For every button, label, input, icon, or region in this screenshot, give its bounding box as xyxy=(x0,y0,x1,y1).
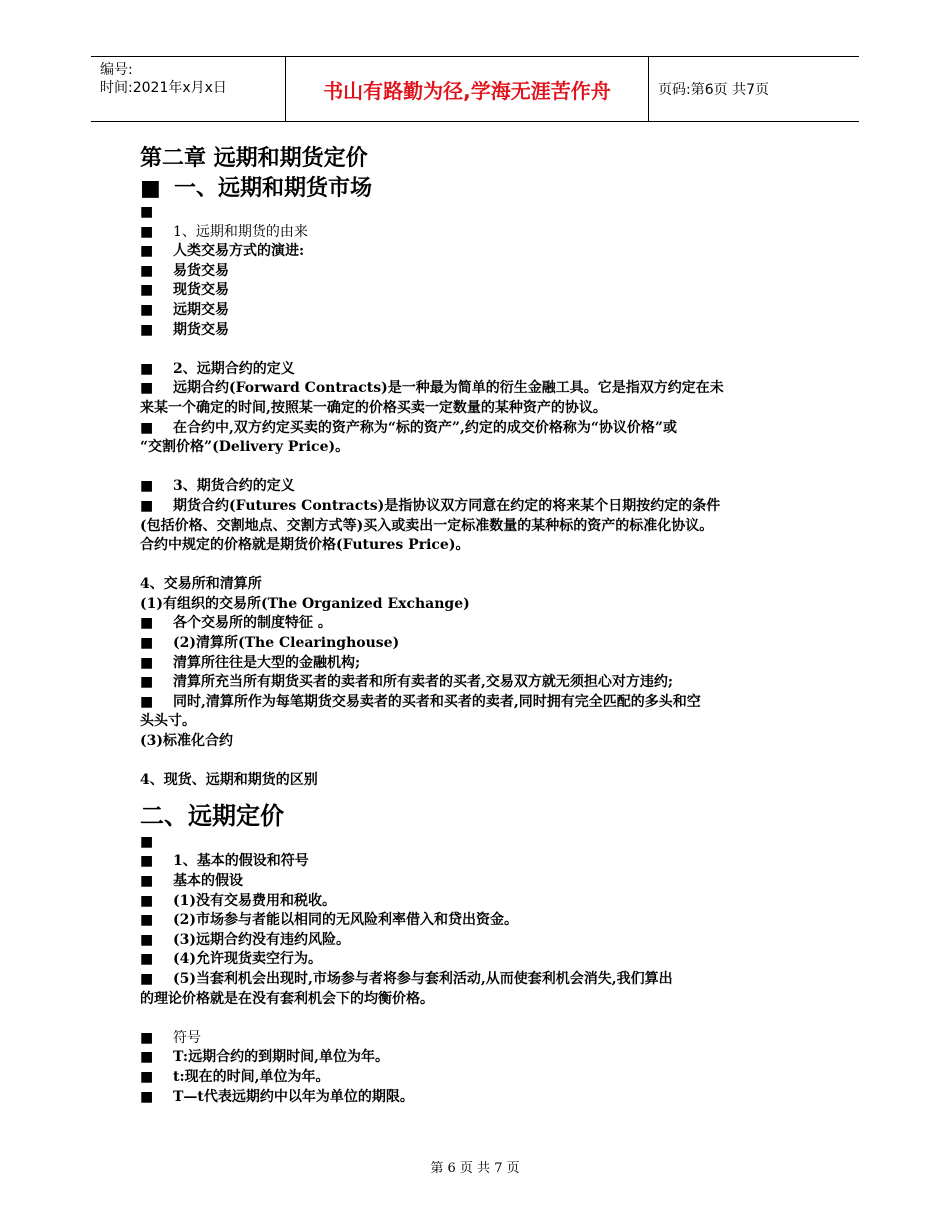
text-line xyxy=(140,301,820,321)
section-title-2: 二、远期定价 xyxy=(140,800,284,830)
line-text: 合约中规定的价格就是期货价格(Futures Price)。 xyxy=(140,537,470,554)
page-info: 页码:第6页 共7页 xyxy=(658,82,769,98)
bullet-icon: ■ xyxy=(140,497,154,514)
line-text: (3)标准化合约 xyxy=(140,733,233,750)
line-text: 人类交易方式的演进: xyxy=(173,243,305,260)
line-text: 2、远期合约的定义 xyxy=(173,360,295,377)
line-text: 现货交易 xyxy=(173,282,229,299)
text-line xyxy=(140,712,820,732)
text-line xyxy=(140,419,820,439)
bullet-icon: ■ xyxy=(140,1049,154,1066)
text-line xyxy=(140,575,820,595)
text-line xyxy=(140,970,820,990)
line-text: 清算所充当所有期货买者的卖者和所有卖者的买者,交易双方就无须担心对方违约; xyxy=(173,674,674,691)
time-label: 时间:2021年x月x日 xyxy=(100,80,227,96)
line-text: 1、基本的假设和符号 xyxy=(173,853,309,870)
bullet-icon: ■ xyxy=(140,380,154,397)
section-title-1-text: 一、远期和期货市场 xyxy=(174,175,373,201)
text-line xyxy=(140,833,820,853)
line-text: 期货交易 xyxy=(173,321,229,338)
bullet-icon: ■ xyxy=(140,912,154,929)
section-title-1 xyxy=(140,173,820,203)
text-line xyxy=(140,281,820,301)
text-line xyxy=(140,262,820,282)
text-line xyxy=(140,614,820,634)
bullet-icon: ■ xyxy=(140,674,154,691)
line-text: t:现在的时间,单位为年。 xyxy=(173,1068,330,1085)
bullet-icon: ■ xyxy=(140,615,154,632)
line-text: (3)远期合约没有违约风险。 xyxy=(173,931,350,948)
text-line xyxy=(140,990,820,1010)
blank-line xyxy=(140,458,820,478)
bullet-icon: ■ xyxy=(140,360,154,377)
text-line xyxy=(140,1068,820,1088)
bullet-icon: ■ xyxy=(140,693,154,710)
line-text: 基本的假设 xyxy=(173,873,243,889)
line-text: (1)没有交易费用和税收。 xyxy=(173,892,336,909)
text-line xyxy=(140,1048,820,1068)
motto: 书山有路勤为径,学海无涯苦作舟 xyxy=(286,57,649,121)
text-line xyxy=(140,911,820,931)
page-footer: 第 6 页 共 7 页 xyxy=(430,1161,520,1176)
bullet-icon: ■ xyxy=(140,419,154,436)
line-text: 4、现货、远期和期货的区别 xyxy=(140,772,318,789)
bullet-icon: ■ xyxy=(140,873,154,889)
line-text: 远期合约(Forward Contracts)是一种最为简单的衍生金融工具。它是指双方约定在未 xyxy=(173,380,724,397)
bullet-icon: ■ xyxy=(140,970,154,987)
blank-line xyxy=(140,1009,820,1029)
text-line xyxy=(140,693,820,713)
bullet-icon: ■ xyxy=(140,282,154,299)
bullet-icon: ■ xyxy=(140,1029,154,1046)
line-text: (包括价格、交割地点、交割方式等)买入或卖出一定标准数量的某种标的资产的标准化协议。 xyxy=(140,517,714,534)
text-line xyxy=(140,203,820,223)
line-text: 期货合约(Futures Contracts)是指协议双方同意在约定的将来某个日期按约定的条件 xyxy=(173,497,721,514)
line-text: 同时,清算所作为每笔期货交易卖者的买者和买者的卖者,同时拥有完全匹配的多头和空 xyxy=(173,693,701,710)
chapter-title: 第二章 远期和期货定价 xyxy=(140,145,368,171)
bullet-icon: ■ xyxy=(140,321,154,338)
text-line xyxy=(140,223,820,243)
line-text: (5)当套利机会出现时,市场参与者将参与套利活动,从而使套利机会消失,我们算出 xyxy=(173,970,673,987)
text-line xyxy=(140,595,820,615)
line-text: (2)市场参与者能以相同的无风险利率借入和贷出资金。 xyxy=(173,912,518,929)
bullet-icon: ■ xyxy=(140,931,154,948)
line-text: 4、交易所和清算所 xyxy=(140,576,262,593)
text-line xyxy=(140,931,820,951)
text-line xyxy=(140,654,820,674)
line-text: 远期交易 xyxy=(173,301,229,318)
blank-line xyxy=(140,556,820,576)
text-line xyxy=(140,497,820,517)
text-line xyxy=(140,517,820,537)
bullet-icon: ■ xyxy=(140,478,154,495)
text-line xyxy=(140,399,820,419)
line-text: 来某一个确定的时间,按照某一确定的价格买卖一定数量的某种资产的协议。 xyxy=(140,399,607,416)
section-2-lines xyxy=(140,833,820,1107)
text-line xyxy=(140,379,820,399)
blank-line xyxy=(140,340,820,360)
bullet-icon: ■ xyxy=(140,204,154,220)
document-body xyxy=(140,143,820,1107)
text-line xyxy=(140,536,820,556)
text-line xyxy=(140,771,820,791)
bullet-icon: ■ xyxy=(140,951,154,968)
text-line xyxy=(140,321,820,341)
bullet-icon: ■ xyxy=(140,1088,154,1105)
line-text: (4)允许现货卖空行为。 xyxy=(173,951,322,968)
number-label: 编号: xyxy=(100,62,133,78)
bullet-icon: ■ xyxy=(140,243,154,260)
line-text: T—t代表远期约中以年为单位的期限。 xyxy=(173,1088,414,1105)
bullet-icon: ■ xyxy=(140,892,154,909)
text-line xyxy=(140,852,820,872)
bullet-icon: ■ xyxy=(140,1068,154,1085)
line-text: (2)清算所(The Clearinghouse) xyxy=(173,635,400,652)
text-line xyxy=(140,892,820,912)
line-text: 头头寸。 xyxy=(140,713,196,730)
line-text: 易货交易 xyxy=(173,262,229,279)
text-line xyxy=(140,360,820,380)
text-line xyxy=(140,872,820,892)
bullet-icon: ■ xyxy=(140,176,161,201)
section-1-lines xyxy=(140,203,820,791)
line-text: 的理论价格就是在没有套利机会下的均衡价格。 xyxy=(140,990,434,1007)
text-line xyxy=(140,242,820,262)
bullet-icon: ■ xyxy=(140,635,154,652)
bullet-icon: ■ xyxy=(140,301,154,318)
text-line xyxy=(140,1029,820,1049)
line-text: 1、远期和期货的由来 xyxy=(173,223,308,240)
bullet-icon: ■ xyxy=(140,853,154,870)
text-line xyxy=(140,634,820,654)
bullet-icon: ■ xyxy=(140,654,154,671)
line-text: (1)有组织的交易所(The Organized Exchange) xyxy=(140,595,470,612)
text-line xyxy=(140,673,820,693)
bullet-icon: ■ xyxy=(140,262,154,279)
line-text: 各个交易所的制度特征 。 xyxy=(173,615,332,632)
line-text: 在合约中,双方约定买卖的资产称为“标的资产”,约定的成交价格称为“协议价格”或 xyxy=(173,419,677,436)
header-table xyxy=(91,56,859,122)
line-text: 3、期货合约的定义 xyxy=(173,478,295,495)
bullet-icon: ■ xyxy=(140,833,154,850)
bullet-icon: ■ xyxy=(140,223,154,240)
line-text: 清算所往往是大型的金融机构; xyxy=(173,654,361,671)
blank-line xyxy=(140,752,820,772)
text-line xyxy=(140,438,820,458)
line-text: T:远期合约的到期时间,单位为年。 xyxy=(173,1049,389,1066)
text-line xyxy=(140,732,820,752)
line-text: 符号 xyxy=(173,1029,201,1046)
text-line xyxy=(140,950,820,970)
header-left-cell xyxy=(91,57,286,121)
text-line xyxy=(140,477,820,497)
line-text: “交割价格”(Delivery Price)。 xyxy=(140,439,350,456)
text-line xyxy=(140,1088,820,1108)
